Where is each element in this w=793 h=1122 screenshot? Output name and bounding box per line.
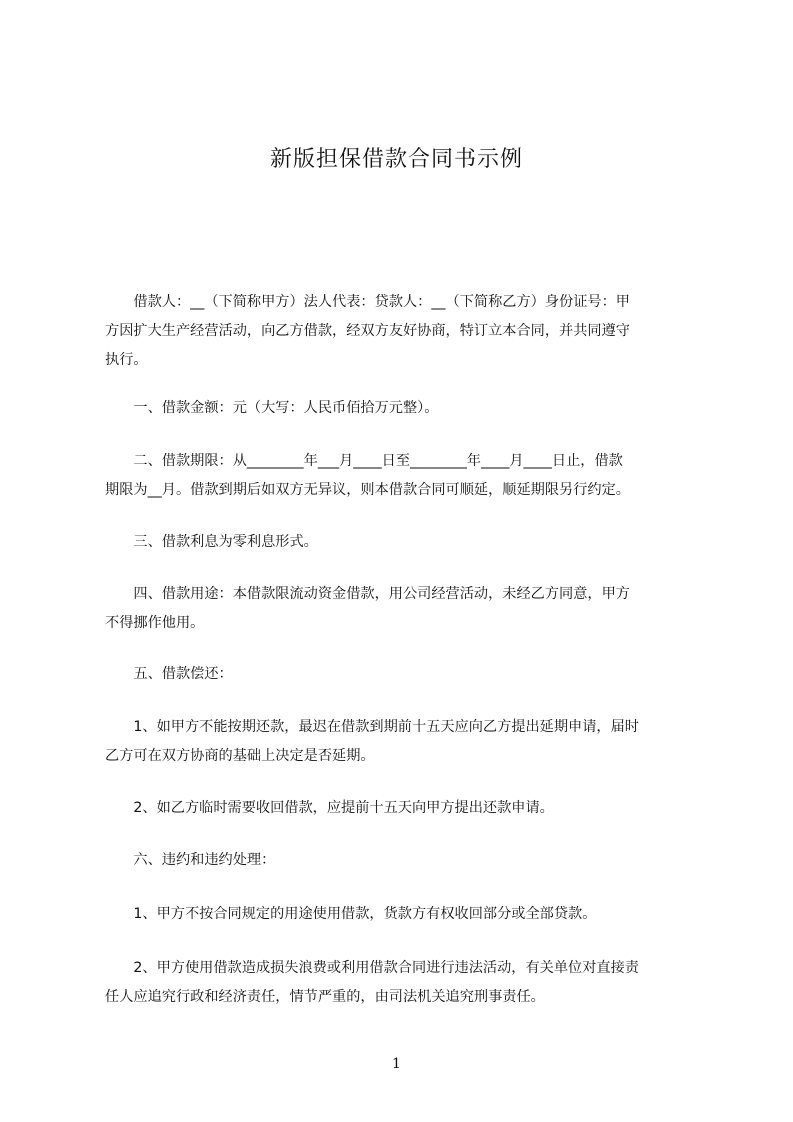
paragraph-breach-1	[105, 900, 701, 929]
page-number: 1	[392, 1056, 401, 1072]
text-line: 三、借款利息为零利息形式。	[105, 534, 318, 550]
text-line: 四、借款用途：本借款限流动资金借款，用公司经营活动，未经乙方同意，甲方	[105, 586, 630, 602]
paragraph-intro	[105, 288, 701, 375]
text-line: 一、借款金额：元（大写：人民币佰拾万元整）。	[105, 400, 439, 416]
paragraph-breach-heading	[105, 846, 701, 875]
text-line: 乙方可在双方协商的基础上决定是否延期。	[105, 748, 375, 764]
text-line: 方因扩大生产经营活动，向乙方借款，经双方友好协商，特订立本合同，并共同遵守	[105, 323, 630, 339]
paragraph-loan-purpose	[105, 580, 701, 638]
text-line: 2、甲方使用借款造成损失浪费或利用借款合同进行违法活动，有关单位对直接责	[105, 960, 639, 976]
text-line: 执行。	[105, 352, 148, 368]
text-line: 1、如甲方不能按期还款，最迟在借款到期前十五天应向乙方提出延期申请，届时	[105, 719, 639, 735]
paragraph-repayment-1	[105, 713, 701, 771]
paragraph-repayment-heading	[105, 660, 701, 689]
text-line: 1、甲方不按合同规定的用途使用借款，货款方有权收回部分或全部贷款。	[105, 906, 597, 922]
text-line: 不得挪作他用。	[105, 615, 205, 631]
paragraph-interest	[105, 528, 701, 557]
text-line: 借款人：__（下简称甲方）法人代表：贷款人：__（下简称乙方）身份证号：甲	[105, 294, 630, 310]
paragraph-repayment-2	[105, 794, 701, 823]
text-line: 2、如乙方临时需要收回借款，应提前十五天向甲方提出还款申请。	[105, 800, 554, 816]
paragraph-loan-term	[105, 447, 701, 505]
paragraph-breach-2	[105, 954, 701, 1012]
text-line: 六、违约和违约处理：	[105, 852, 276, 868]
text-line: 二、借款期限：从________年___月____日至________年____月____日止，借款	[105, 453, 623, 469]
paragraph-loan-amount	[105, 394, 701, 423]
text-line: 期限为__月。借款到期后如双方无异议，则本借款合同可顺延，顺延期限另行约定。	[105, 482, 630, 498]
text-line: 五、借款偿还：	[105, 666, 233, 682]
document-title: 新版担保借款合同书示例	[269, 147, 523, 172]
text-line: 任人应追究行政和经济责任，情节严重的，由司法机关追究刑事责任。	[105, 989, 545, 1005]
